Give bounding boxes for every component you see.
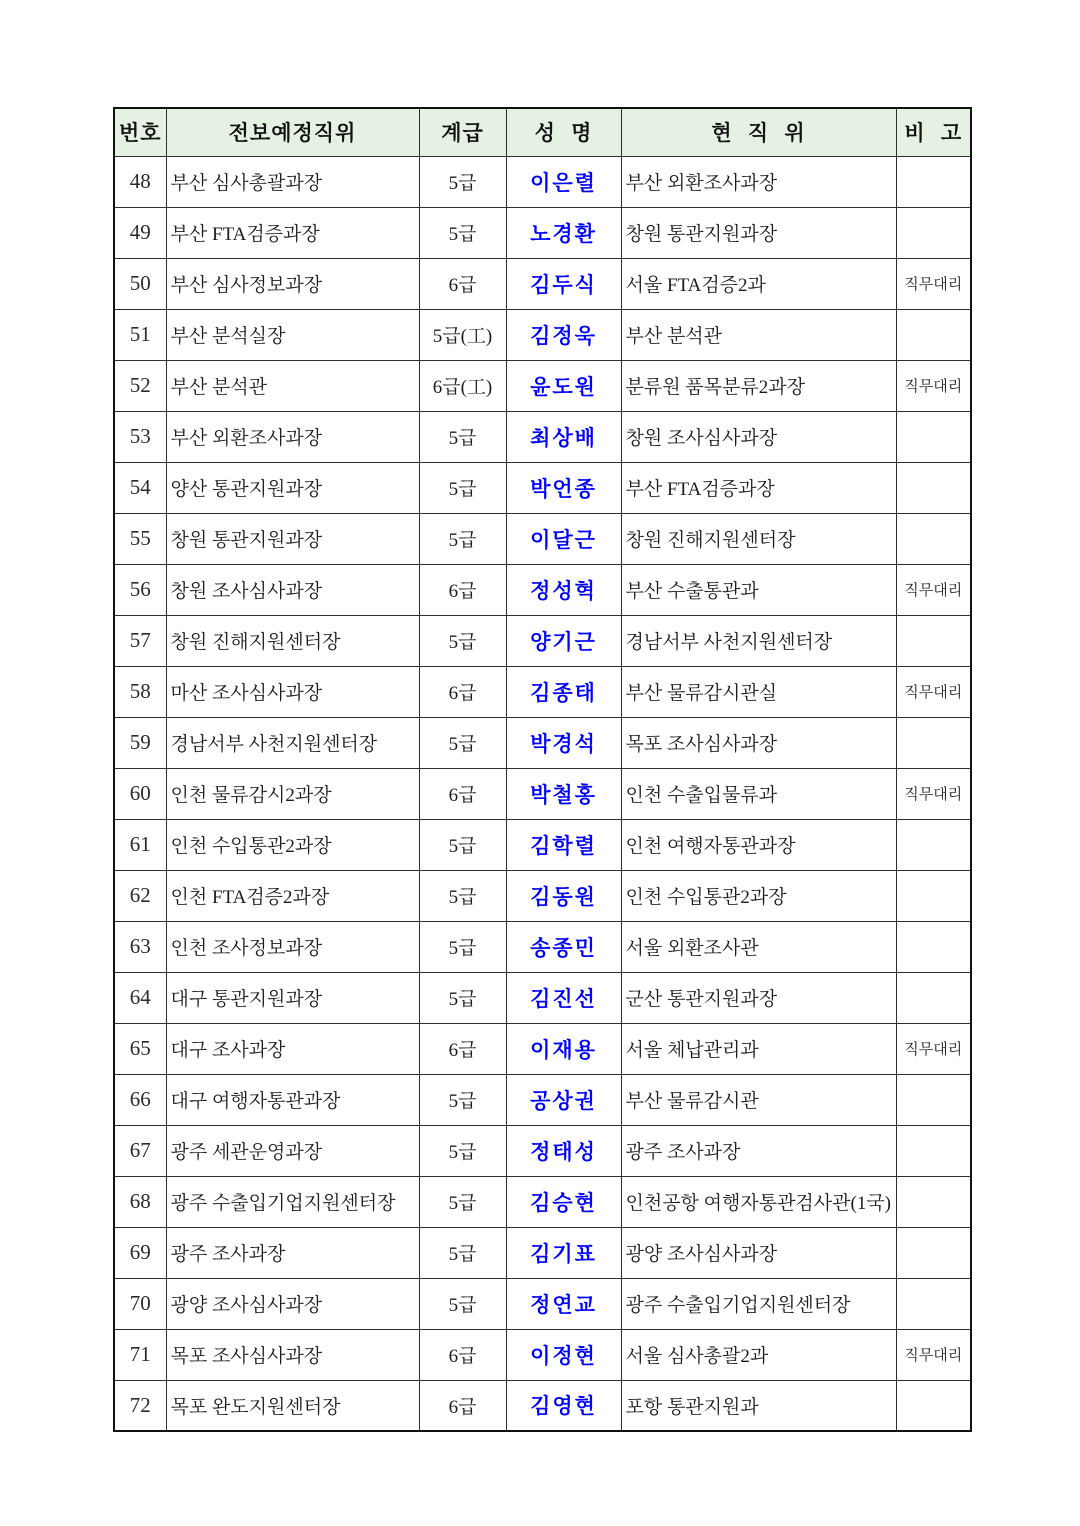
no-cell: 61 <box>114 819 166 870</box>
no-cell: 63 <box>114 921 166 972</box>
planned-position-cell: 광주 세관운영과장 <box>166 1125 419 1176</box>
planned-position-cell: 부산 심사총괄과장 <box>166 156 419 207</box>
current-position-cell: 부산 물류감시관 <box>621 1074 896 1125</box>
rank-cell: 5급 <box>419 921 506 972</box>
rank-cell: 5급 <box>419 513 506 564</box>
note-cell <box>896 513 971 564</box>
planned-position-cell: 마산 조사심사과장 <box>166 666 419 717</box>
current-position-cell: 광양 조사심사과장 <box>621 1227 896 1278</box>
note-cell <box>896 1380 971 1431</box>
rank-cell: 5급 <box>419 207 506 258</box>
personnel-transfer-table <box>113 107 972 1432</box>
note-cell <box>896 921 971 972</box>
planned-position-cell: 창원 통관지원과장 <box>166 513 419 564</box>
planned-position-cell: 대구 통관지원과장 <box>166 972 419 1023</box>
table-row <box>114 717 971 768</box>
table-row <box>114 1176 971 1227</box>
planned-position-cell: 부산 분석실장 <box>166 309 419 360</box>
current-position-cell: 광주 조사과장 <box>621 1125 896 1176</box>
table-row <box>114 921 971 972</box>
rank-cell: 6급 <box>419 1380 506 1431</box>
planned-position-cell: 창원 조사심사과장 <box>166 564 419 615</box>
planned-position-cell: 부산 심사정보과장 <box>166 258 419 309</box>
current-position-cell: 인천 수출입물류과 <box>621 768 896 819</box>
current-position-cell: 인천 여행자통관과장 <box>621 819 896 870</box>
no-cell: 59 <box>114 717 166 768</box>
header-planned-position: 전보예정직위 <box>166 108 419 156</box>
name-cell: 이재용 <box>506 1023 621 1074</box>
name-cell: 노경환 <box>506 207 621 258</box>
current-position-cell: 인천공항 여행자통관검사관(1국) <box>621 1176 896 1227</box>
no-cell: 65 <box>114 1023 166 1074</box>
header-note: 비 고 <box>896 108 971 156</box>
rank-cell: 5급 <box>419 156 506 207</box>
name-cell: 공상권 <box>506 1074 621 1125</box>
planned-position-cell: 광주 수출입기업지원센터장 <box>166 1176 419 1227</box>
current-position-cell: 경남서부 사천지원센터장 <box>621 615 896 666</box>
name-cell: 김두식 <box>506 258 621 309</box>
name-cell: 김영현 <box>506 1380 621 1431</box>
rank-cell: 6급 <box>419 1023 506 1074</box>
planned-position-cell: 부산 분석관 <box>166 360 419 411</box>
note-cell <box>896 1125 971 1176</box>
rank-cell: 6급 <box>419 1329 506 1380</box>
note-cell <box>896 972 971 1023</box>
current-position-cell: 서울 심사총괄2과 <box>621 1329 896 1380</box>
current-position-cell: 서울 외환조사관 <box>621 921 896 972</box>
no-cell: 69 <box>114 1227 166 1278</box>
rank-cell: 5급 <box>419 462 506 513</box>
planned-position-cell: 목포 완도지원센터장 <box>166 1380 419 1431</box>
current-position-cell: 부산 FTA검증과장 <box>621 462 896 513</box>
header-name: 성 명 <box>506 108 621 156</box>
name-cell: 김종태 <box>506 666 621 717</box>
note-cell <box>896 207 971 258</box>
name-cell: 양기근 <box>506 615 621 666</box>
planned-position-cell: 양산 통관지원과장 <box>166 462 419 513</box>
table-row <box>114 1227 971 1278</box>
note-cell: 직무대리 <box>896 1023 971 1074</box>
current-position-cell: 서울 FTA검증2과 <box>621 258 896 309</box>
rank-cell: 5급 <box>419 1227 506 1278</box>
note-cell: 직무대리 <box>896 1329 971 1380</box>
no-cell: 72 <box>114 1380 166 1431</box>
note-cell: 직무대리 <box>896 258 971 309</box>
planned-position-cell: 부산 외환조사과장 <box>166 411 419 462</box>
note-cell <box>896 411 971 462</box>
name-cell: 김정욱 <box>506 309 621 360</box>
planned-position-cell: 인천 물류감시2과장 <box>166 768 419 819</box>
no-cell: 62 <box>114 870 166 921</box>
current-position-cell: 부산 외환조사과장 <box>621 156 896 207</box>
name-cell: 김승현 <box>506 1176 621 1227</box>
name-cell: 정태성 <box>506 1125 621 1176</box>
current-position-cell: 부산 물류감시관실 <box>621 666 896 717</box>
table-row <box>114 1329 971 1380</box>
planned-position-cell: 인천 수입통관2과장 <box>166 819 419 870</box>
current-position-cell: 부산 수출통관과 <box>621 564 896 615</box>
name-cell: 최상배 <box>506 411 621 462</box>
note-cell <box>896 615 971 666</box>
name-cell: 윤도원 <box>506 360 621 411</box>
planned-position-cell: 목포 조사심사과장 <box>166 1329 419 1380</box>
rank-cell: 5급(工) <box>419 309 506 360</box>
no-cell: 55 <box>114 513 166 564</box>
rank-cell: 5급 <box>419 411 506 462</box>
planned-position-cell: 경남서부 사천지원센터장 <box>166 717 419 768</box>
table-row <box>114 819 971 870</box>
header-rank: 계급 <box>419 108 506 156</box>
table-row <box>114 1023 971 1074</box>
name-cell: 박철홍 <box>506 768 621 819</box>
name-cell: 정성혁 <box>506 564 621 615</box>
table-body <box>114 156 971 1431</box>
table-row <box>114 1278 971 1329</box>
name-cell: 이정현 <box>506 1329 621 1380</box>
current-position-cell: 창원 통관지원과장 <box>621 207 896 258</box>
planned-position-cell: 대구 여행자통관과장 <box>166 1074 419 1125</box>
no-cell: 48 <box>114 156 166 207</box>
table-row <box>114 1074 971 1125</box>
current-position-cell: 목포 조사심사과장 <box>621 717 896 768</box>
table-row <box>114 309 971 360</box>
no-cell: 58 <box>114 666 166 717</box>
current-position-cell: 광주 수출입기업지원센터장 <box>621 1278 896 1329</box>
rank-cell: 6급 <box>419 258 506 309</box>
no-cell: 51 <box>114 309 166 360</box>
no-cell: 56 <box>114 564 166 615</box>
table-row <box>114 615 971 666</box>
table-row <box>114 870 971 921</box>
rank-cell: 6급 <box>419 666 506 717</box>
rank-cell: 5급 <box>419 615 506 666</box>
no-cell: 50 <box>114 258 166 309</box>
planned-position-cell: 광양 조사심사과장 <box>166 1278 419 1329</box>
planned-position-cell: 인천 FTA검증2과장 <box>166 870 419 921</box>
header-current-position: 현 직 위 <box>621 108 896 156</box>
note-cell <box>896 1278 971 1329</box>
rank-cell: 5급 <box>419 972 506 1023</box>
rank-cell: 6급 <box>419 768 506 819</box>
rank-cell: 6급 <box>419 564 506 615</box>
rank-cell: 5급 <box>419 1125 506 1176</box>
note-cell <box>896 1227 971 1278</box>
rank-cell: 5급 <box>419 819 506 870</box>
planned-position-cell: 부산 FTA검증과장 <box>166 207 419 258</box>
note-cell <box>896 1176 971 1227</box>
no-cell: 66 <box>114 1074 166 1125</box>
table-row <box>114 564 971 615</box>
table-row <box>114 1125 971 1176</box>
name-cell: 박언종 <box>506 462 621 513</box>
no-cell: 64 <box>114 972 166 1023</box>
planned-position-cell: 광주 조사과장 <box>166 1227 419 1278</box>
name-cell: 김학렬 <box>506 819 621 870</box>
note-cell <box>896 717 971 768</box>
table-row <box>114 258 971 309</box>
no-cell: 54 <box>114 462 166 513</box>
planned-position-cell: 대구 조사과장 <box>166 1023 419 1074</box>
name-cell: 김진선 <box>506 972 621 1023</box>
current-position-cell: 분류원 품목분류2과장 <box>621 360 896 411</box>
table-row <box>114 972 971 1023</box>
note-cell <box>896 819 971 870</box>
current-position-cell: 부산 분석관 <box>621 309 896 360</box>
rank-cell: 6급(工) <box>419 360 506 411</box>
no-cell: 68 <box>114 1176 166 1227</box>
no-cell: 49 <box>114 207 166 258</box>
no-cell: 67 <box>114 1125 166 1176</box>
note-cell: 직무대리 <box>896 666 971 717</box>
table-row <box>114 411 971 462</box>
note-cell <box>896 870 971 921</box>
current-position-cell: 창원 조사심사과장 <box>621 411 896 462</box>
table-row <box>114 1380 971 1431</box>
name-cell: 김기표 <box>506 1227 621 1278</box>
name-cell: 박경석 <box>506 717 621 768</box>
note-cell <box>896 156 971 207</box>
table-header <box>114 108 971 156</box>
note-cell: 직무대리 <box>896 360 971 411</box>
planned-position-cell: 창원 진해지원센터장 <box>166 615 419 666</box>
table-row <box>114 360 971 411</box>
rank-cell: 5급 <box>419 1278 506 1329</box>
current-position-cell: 포항 통관지원과 <box>621 1380 896 1431</box>
note-cell: 직무대리 <box>896 564 971 615</box>
table-row <box>114 156 971 207</box>
no-cell: 57 <box>114 615 166 666</box>
current-position-cell: 창원 진해지원센터장 <box>621 513 896 564</box>
table-row <box>114 666 971 717</box>
table-row <box>114 768 971 819</box>
rank-cell: 5급 <box>419 1074 506 1125</box>
note-cell: 직무대리 <box>896 768 971 819</box>
table-row <box>114 513 971 564</box>
no-cell: 60 <box>114 768 166 819</box>
header-row <box>114 108 971 156</box>
table-row <box>114 207 971 258</box>
header-no: 번호 <box>114 108 166 156</box>
note-cell <box>896 462 971 513</box>
name-cell: 송종민 <box>506 921 621 972</box>
no-cell: 71 <box>114 1329 166 1380</box>
note-cell <box>896 1074 971 1125</box>
current-position-cell: 인천 수입통관2과장 <box>621 870 896 921</box>
table-row <box>114 462 971 513</box>
name-cell: 김동원 <box>506 870 621 921</box>
no-cell: 52 <box>114 360 166 411</box>
rank-cell: 5급 <box>419 717 506 768</box>
name-cell: 정연교 <box>506 1278 621 1329</box>
no-cell: 53 <box>114 411 166 462</box>
rank-cell: 5급 <box>419 870 506 921</box>
no-cell: 70 <box>114 1278 166 1329</box>
current-position-cell: 군산 통관지원과장 <box>621 972 896 1023</box>
planned-position-cell: 인천 조사정보과장 <box>166 921 419 972</box>
rank-cell: 5급 <box>419 1176 506 1227</box>
name-cell: 이달근 <box>506 513 621 564</box>
name-cell: 이은렬 <box>506 156 621 207</box>
note-cell <box>896 309 971 360</box>
current-position-cell: 서울 체납관리과 <box>621 1023 896 1074</box>
